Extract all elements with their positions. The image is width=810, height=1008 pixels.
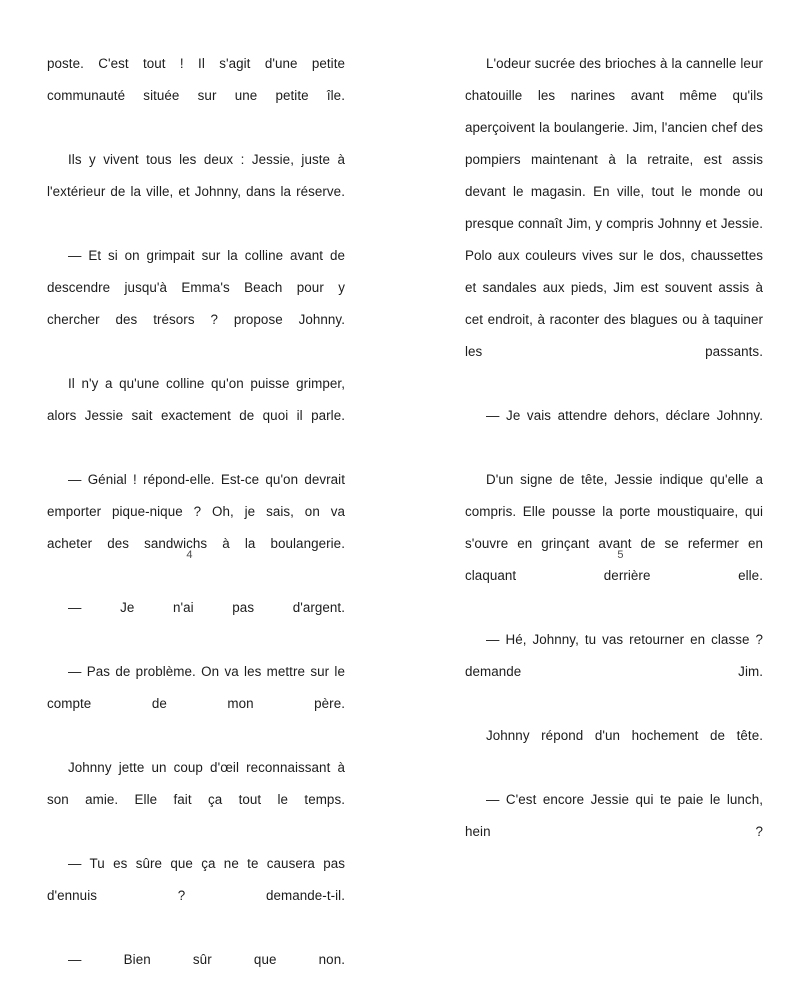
paragraph-dialogue: — Génial ! répond-elle. Est-ce qu'on devrait emporter pique-nique ? Oh, je sais, on va acheter des sandwichs à la boulangerie.: [47, 472, 345, 551]
paragraph: Il n'y a qu'une colline qu'on puisse grimper, alors Jessie sait exactement de quoi il parle.: [47, 376, 345, 423]
paragraph-dialogue: — Pas de problème. On va les mettre sur le compte de mon père.: [47, 664, 345, 711]
paragraph: Ils y vivent tous les deux : Jessie, juste à l'extérieur de la ville, et Johnny, dans la réserve.: [47, 152, 345, 199]
paragraph-dialogue: — Tu es sûre que ça ne te causera pas d'ennuis ? demande-t-il.: [47, 856, 345, 903]
paragraph: Johnny jette un coup d'œil reconnaissant à son amie. Elle fait ça tout le temps.: [47, 760, 345, 807]
paragraph-dialogue: — Hé, Johnny, tu vas retourner en classe ? demande Jim.: [465, 632, 763, 679]
paragraph-dialogue: — C'est encore Jessie qui te paie le lunch, hein ?: [465, 792, 763, 839]
paragraph-dialogue: — Je n'ai pas d'argent.: [68, 600, 345, 615]
text-column-right: [465, 48, 763, 880]
page-left: [0, 0, 405, 967]
text-column-left: [47, 48, 345, 1008]
paragraph-dialogue: — Je vais attendre dehors, déclare Johnny.: [486, 408, 763, 423]
paragraph: D'un signe de tête, Jessie indique qu'elle a compris. Elle pousse la porte moustiquaire, qui s'ouvre en grinçant avant de se refermer en claquant derrière elle.: [465, 472, 763, 583]
paragraph: Johnny répond d'un hochement de tête.: [486, 728, 763, 743]
page-number-right: 5: [617, 549, 624, 561]
page-number-left: 4: [186, 549, 193, 561]
paragraph-dialogue: — Et si on grimpait sur la colline avant de descendre jusqu'à Emma's Beach pour y chercher des trésors ? propose Johnny.: [47, 248, 345, 327]
paragraph-dialogue: — Bien sûr que non.: [68, 952, 345, 967]
paragraph: L'odeur sucrée des brioches à la cannelle leur chatouille les narines avant même qu'ils aperçoivent la boulangerie. Jim, l'ancien chef des pompiers maintenant à la retraite, est assis devant le magasin. En ville, tout le monde ou presque connaît Jim, y compris Johnny et Jessie. Polo aux couleurs vives sur le dos, chaussettes et sandales aux pieds, Jim est souvent assis à cet endroit, à raconter des blagues ou à taquiner les passants.: [465, 56, 763, 359]
page-right: [405, 0, 810, 839]
paragraph: poste. C'est tout ! Il s'agit d'une petite communauté située sur une petite île.: [47, 56, 345, 103]
